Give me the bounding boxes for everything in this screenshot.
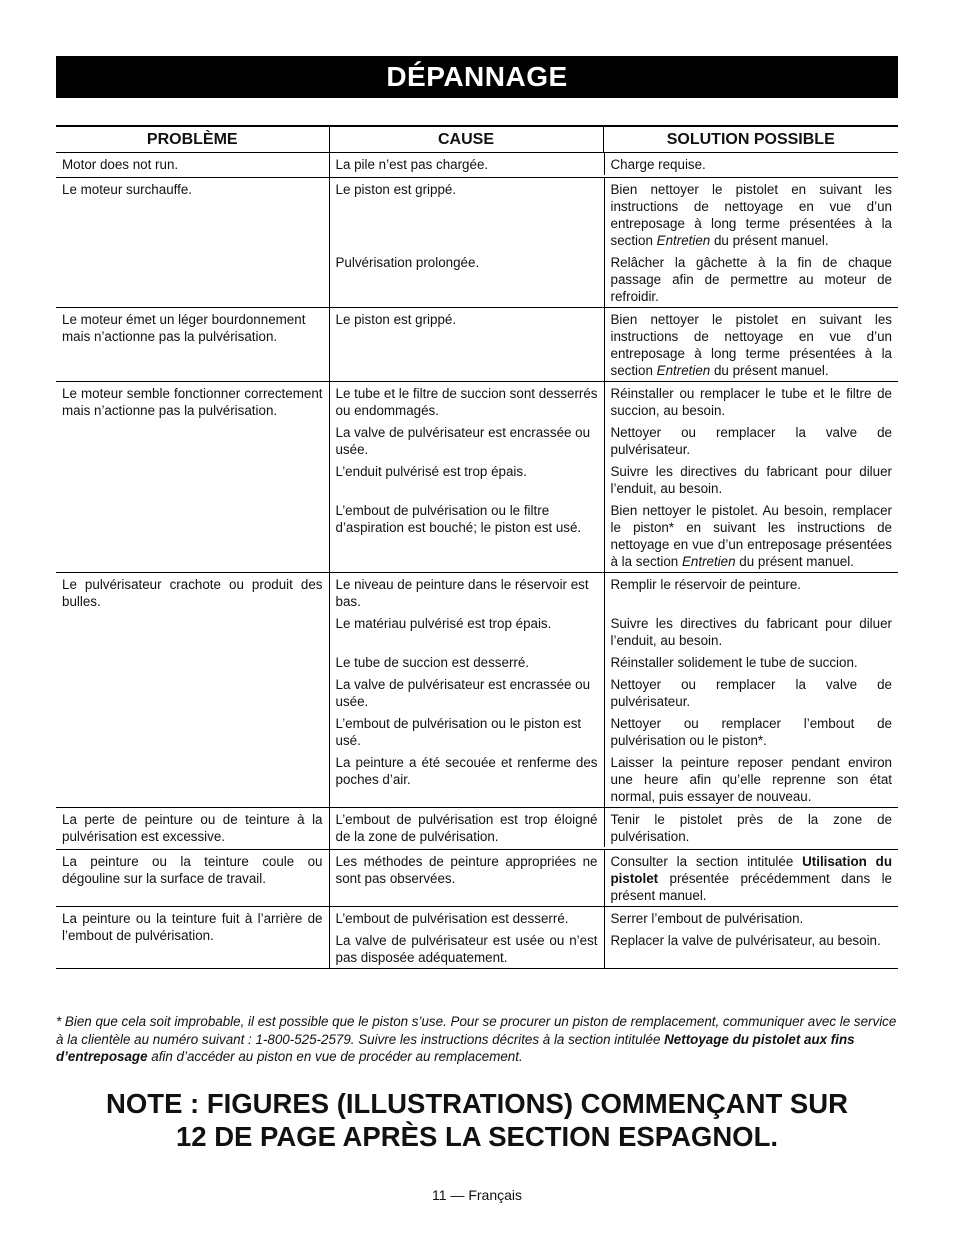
solution-text: Suivre les directives du fabricant pour diluer l’enduit, au besoin. [604, 612, 899, 651]
cause-solution-pair [330, 178, 899, 251]
table-row [56, 178, 898, 308]
footnote-text: * Bien que cela soit improbable, il est possible que le piston s’use. Pour se procurer un piston de remplacement, communiquer avec le service à la clientèle au numéro suivant : 1-800-525-2579. Suivre les instructions décrites à la section intitulée [56, 1014, 897, 1047]
problem-cell: La peinture ou la teinture coule ou dégouline sur la surface de travail. [56, 850, 329, 907]
solution-text: Relâcher la gâchette à la fin de chaque passage afin de permettre au moteur de refroidir. [604, 251, 899, 307]
cause-solution-pair [330, 499, 899, 572]
solution-text [604, 850, 899, 906]
solution-section-ref: Utilisation du pistolet [610, 854, 892, 886]
table-row [56, 850, 898, 907]
cause-solution-pair [330, 808, 899, 847]
solution-text [604, 178, 899, 251]
page-number: 11 — Français [432, 1187, 522, 1203]
page-title: DÉPANNAGE [56, 56, 898, 98]
solution-text: Nettoyer ou remplacer la valve de pulvérisateur. [604, 673, 899, 712]
solution-text [604, 499, 899, 572]
solution-text-part: Bien nettoyer le pistolet en suivant les instructions de nettoyage en vue d’un entreposage à long terme présentées à la section [610, 312, 892, 378]
cause-cell [329, 153, 898, 178]
header-solution: SOLUTION POSSIBLE [603, 126, 898, 153]
note-line: 12 DE PAGE APRÈS LA SECTION ESPAGNOL. [175, 1121, 779, 1152]
cause-solution-pair [330, 929, 899, 968]
cause-solution-pair [330, 251, 899, 307]
table-row [56, 382, 898, 573]
cause-solution-pair [330, 850, 899, 906]
cause-cell [329, 178, 898, 308]
cause-cell [329, 907, 898, 969]
cause-text: Le tube et le filtre de succion sont desserrés ou endommagés. [335, 386, 598, 418]
table-row [56, 907, 898, 969]
cause-cell [329, 382, 898, 573]
solution-text: Remplir le réservoir de peinture. [604, 573, 899, 612]
solution-text: Serrer l’embout de pulvérisation. [604, 907, 899, 929]
cause-text: Le piston est grippé. [335, 182, 457, 197]
cause-text: La pile n’est pas chargée. [335, 157, 489, 172]
figures-note [56, 1087, 898, 1153]
cause-solution-pair [330, 421, 899, 460]
cause-solution-pair [330, 153, 899, 175]
solution-text-part: Consulter la section intitulée [610, 854, 803, 869]
problem-cell: Motor does not run. [56, 153, 329, 178]
solution-text: Réinstaller ou remplacer le tube et le filtre de succion, au besoin. [604, 382, 899, 421]
cause-solution-pair [330, 612, 899, 651]
cause-solution-pair [330, 907, 899, 929]
footnote [56, 1013, 900, 1066]
cause-solution-pair [330, 460, 899, 499]
problem-cell: La perte de peinture ou de teinture à la pulvérisation est excessive. [56, 808, 329, 850]
header-problem: PROBLÈME [56, 126, 329, 153]
solution-text-part: du présent manuel. [710, 233, 829, 248]
solution-text: Laisser la peinture reposer pendant environ une heure afin qu’elle reprenne son état normal, puis essayer de nouveau. [604, 751, 899, 807]
solution-text-part: du présent manuel. [710, 363, 829, 378]
cause-text: Les méthodes de peinture appropriées ne sont pas observées. [335, 854, 598, 886]
cause-text: Le tube de succion est desserré. [335, 655, 530, 670]
solution-text [604, 308, 899, 381]
solution-text: Nettoyer ou remplacer l’embout de pulvérisation ou le piston*. [604, 712, 899, 751]
cause-solution-pair [330, 382, 899, 421]
header-cause: CAUSE [329, 126, 603, 153]
cause-cell [329, 808, 898, 850]
solution-text: Tenir le pistolet près de la zone de pulvérisation. [604, 808, 899, 847]
table-row [56, 808, 898, 850]
cause-text: Pulvérisation prolongée. [335, 255, 480, 270]
cause-text: L’embout de pulvérisation ou le piston est usé. [335, 716, 582, 748]
cause-text: La valve de pulvérisateur est usée ou n’est pas disposée adéquatement. [335, 933, 598, 965]
cause-cell [329, 573, 898, 808]
solution-text-part: Bien nettoyer le pistolet. Au besoin, remplacer le piston* en suivant les instructions de nettoyage en vue d’un entreposage présentées à la section [610, 503, 892, 569]
footnote-text-end: afin d’accéder au piston en vue de procéder au remplacement. [147, 1049, 523, 1064]
table-header-row [56, 126, 898, 153]
cause-text: La valve de pulvérisateur est encrassée ou usée. [335, 677, 591, 709]
footnote-section-ref: Nettoyage du pistolet aux fins d’entreposage [56, 1031, 855, 1064]
solution-section-ref: Entretien [681, 554, 736, 569]
cause-text: Le matériau pulvérisé est trop épais. [335, 616, 552, 631]
problem-cell: Le moteur émet un léger bourdonnement mais n’actionne pas la pulvérisation. [56, 308, 329, 382]
solution-text-part: du présent manuel. [735, 554, 854, 569]
cause-cell [329, 308, 898, 382]
cause-text: L’enduit pulvérisé est trop épais. [335, 464, 527, 479]
cause-text: La valve de pulvérisateur est encrassée ou usée. [335, 425, 591, 457]
problem-cell: Le pulvérisateur crachote ou produit des bulles. [56, 573, 329, 808]
solution-text-part: présentée précédemment dans le présent manuel. [610, 871, 892, 903]
table-row [56, 573, 898, 808]
cause-text: L’embout de pulvérisation est desserré. [335, 911, 569, 926]
solution-text-part: Bien nettoyer le pistolet en suivant les instructions de nettoyage en vue d’un entreposage à long terme présentées à la section [610, 182, 892, 248]
cause-solution-pair [330, 651, 899, 673]
cause-text: Le piston est grippé. [335, 312, 457, 327]
problem-cell: Le moteur surchauffe. [56, 178, 329, 308]
cause-solution-pair [330, 308, 899, 381]
cause-cell [329, 850, 898, 907]
table-row [56, 308, 898, 382]
solution-text: Suivre les directives du fabricant pour diluer l’enduit, au besoin. [604, 460, 899, 499]
cause-solution-pair [330, 751, 899, 807]
solution-text: Réinstaller solidement le tube de succion. [604, 651, 899, 673]
table-body [56, 153, 898, 969]
solution-section-ref: Entretien [656, 233, 711, 248]
solution-section-ref: Entretien [656, 363, 711, 378]
note-line: NOTE : FIGURES (ILLUSTRATIONS) COMMENÇANT SUR [106, 1088, 848, 1119]
table-row [56, 153, 898, 178]
cause-solution-pair [330, 673, 899, 712]
problem-cell: La peinture ou la teinture fuit à l’arrière de l’embout de pulvérisation. [56, 907, 329, 969]
solution-text: Replacer la valve de pulvérisateur, au besoin. [604, 929, 899, 968]
cause-text: Le niveau de peinture dans le réservoir est bas. [335, 577, 589, 609]
cause-solution-pair [330, 712, 899, 751]
cause-text: L’embout de pulvérisation ou le filtre d’aspiration est bouché; le piston est usé. [335, 503, 582, 535]
cause-solution-pair [330, 573, 899, 612]
solution-text: Charge requise. [604, 153, 899, 175]
cause-text: La peinture a été secouée et renferme des poches d’air. [335, 755, 598, 787]
solution-text: Nettoyer ou remplacer la valve de pulvérisateur. [604, 421, 899, 460]
cause-text: L’embout de pulvérisation est trop éloigné de la zone de pulvérisation. [335, 812, 598, 844]
problem-cell: Le moteur semble fonctionner correctement mais n’actionne pas la pulvérisation. [56, 382, 329, 573]
troubleshooting-table [56, 125, 898, 969]
